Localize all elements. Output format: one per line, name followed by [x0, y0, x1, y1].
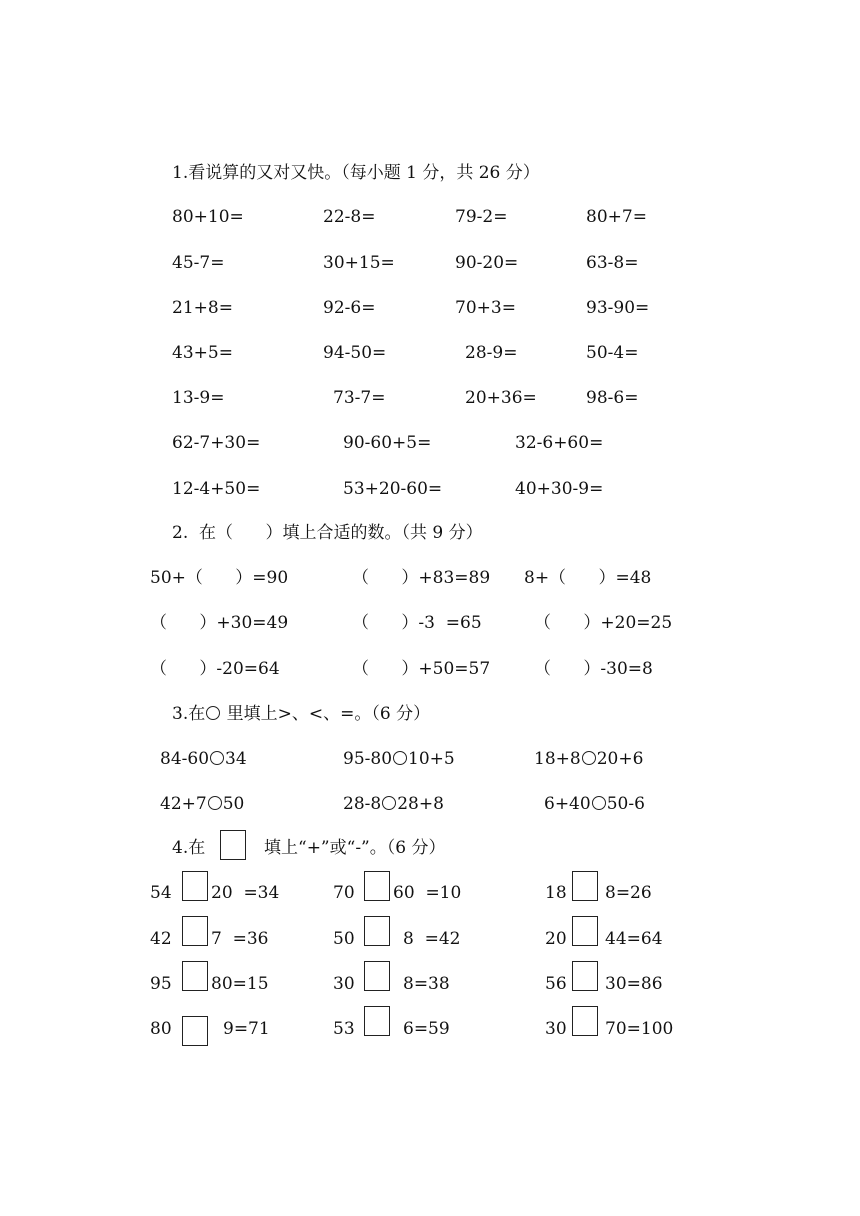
s4-left: 80: [150, 1019, 172, 1039]
s4-right: 9=71: [223, 1019, 270, 1039]
answer-box[interactable]: [182, 871, 208, 901]
s4-right: 8=38: [403, 974, 450, 994]
s4-left: 30: [545, 1019, 567, 1039]
s3-item: [343, 749, 455, 769]
s1-item: 45-7=: [172, 253, 225, 273]
s4-right: 7 =36: [211, 929, 269, 949]
s4-left: 56: [545, 974, 567, 994]
s4-right: 70=100: [605, 1019, 674, 1039]
answer-box[interactable]: [572, 1006, 598, 1036]
s1-item: 43+5=: [172, 343, 233, 363]
section4-heading-post: 填上“+”或“-”。（6 分）: [264, 838, 446, 858]
answer-box[interactable]: [182, 961, 208, 991]
s3-item: [544, 794, 645, 814]
s2-item: （ ）+20=25: [534, 613, 673, 633]
s1-item: 53+20-60=: [343, 479, 443, 499]
s4-right: 60 =10: [393, 883, 462, 903]
s1-item: 92-6=: [323, 298, 376, 318]
s1-item: 70+3=: [455, 298, 516, 318]
circle-blank-icon[interactable]: [210, 751, 224, 765]
circle-blank-icon[interactable]: [208, 796, 222, 810]
s1-item: 80+10=: [172, 207, 244, 227]
s4-right: 20 =34: [211, 883, 280, 903]
circle-blank-icon[interactable]: [592, 796, 606, 810]
s1-item: 73-7=: [333, 388, 386, 408]
s1-item: 79-2=: [455, 207, 508, 227]
s3-item: [343, 794, 444, 814]
s3-right: 28+8: [397, 794, 444, 814]
s3-left: 18+8: [534, 749, 581, 769]
s2-item: （ ）+50=57: [352, 659, 491, 679]
s2-item: （ ）-30=8: [534, 659, 653, 679]
s1-item: 62-7+30=: [172, 433, 261, 453]
square-blank-icon: [220, 830, 246, 860]
s3-item: [534, 749, 643, 769]
s4-left: 42: [150, 929, 172, 949]
answer-box[interactable]: [182, 1016, 208, 1046]
s1-item: 30+15=: [323, 253, 395, 273]
s3-item: [160, 749, 247, 769]
s4-right: 6=59: [403, 1019, 450, 1039]
section1-heading: 1.看说算的又对又快。（每小题 1 分，共 26 分）: [172, 163, 540, 183]
answer-box[interactable]: [364, 871, 390, 901]
s4-left: 20: [545, 929, 567, 949]
s3-left: 95-80: [343, 749, 393, 769]
s3-left: 42+7: [160, 794, 207, 814]
s1-item: 32-6+60=: [515, 433, 604, 453]
circle-blank-icon: [206, 706, 220, 720]
s1-item: 28-9=: [465, 343, 518, 363]
s1-item: 63-8=: [586, 253, 639, 273]
s4-left: 18: [545, 883, 567, 903]
answer-box[interactable]: [572, 961, 598, 991]
section3-heading: [172, 704, 430, 724]
s4-left: 54: [150, 883, 172, 903]
s1-item: 98-6=: [586, 388, 639, 408]
circle-blank-icon[interactable]: [393, 751, 407, 765]
section2-heading: 2. 在（ ）填上合适的数。（共 9 分）: [172, 523, 483, 543]
s2-item: （ ）+83=89: [352, 568, 491, 588]
s1-item: 13-9=: [172, 388, 225, 408]
circle-blank-icon[interactable]: [382, 796, 396, 810]
s1-item: 20+36=: [465, 388, 537, 408]
section3-heading-post: 里填上>、<、=。（6 分）: [221, 704, 431, 724]
s3-right: 50: [222, 794, 245, 814]
s2-item: （ ）+30=49: [150, 613, 289, 633]
s1-item: 50-4=: [586, 343, 639, 363]
s3-right: 20+6: [596, 749, 644, 769]
s1-item: 80+7=: [586, 207, 647, 227]
s1-item: 90-60+5=: [343, 433, 432, 453]
answer-box[interactable]: [364, 916, 390, 946]
answer-box[interactable]: [572, 871, 598, 901]
s4-left: 50: [333, 929, 355, 949]
s1-item: 93-90=: [586, 298, 650, 318]
s4-right: 8=26: [605, 883, 652, 903]
section3-heading-pre: 3.在: [172, 704, 206, 724]
s4-right: 80=15: [211, 974, 269, 994]
s1-item: 22-8=: [323, 207, 376, 227]
s1-item: 40+30-9=: [515, 479, 604, 499]
s2-item: 8+（ ）=48: [524, 568, 652, 588]
s4-left: 30: [333, 974, 355, 994]
s2-item: （ ）-3 =65: [352, 613, 482, 633]
answer-box[interactable]: [572, 916, 598, 946]
s4-right: 30=86: [605, 974, 663, 994]
s4-left: 53: [333, 1019, 355, 1039]
s1-item: 90-20=: [455, 253, 519, 273]
s4-right: 8 =42: [403, 929, 461, 949]
answer-box[interactable]: [364, 1006, 390, 1036]
answer-box[interactable]: [182, 916, 208, 946]
s3-right: 34: [225, 749, 247, 769]
s1-item: 21+8=: [172, 298, 233, 318]
s3-item: [160, 794, 244, 814]
section4-heading-pre: 4.在: [172, 838, 206, 858]
s4-left: 95: [150, 974, 172, 994]
s3-right: 50-6: [606, 794, 645, 814]
s2-item: （ ）-20=64: [150, 659, 280, 679]
s3-left: 84-60: [160, 749, 210, 769]
s3-left: 28-8: [343, 794, 382, 814]
s1-item: 94-50=: [323, 343, 387, 363]
s1-item: 12-4+50=: [172, 479, 261, 499]
s2-item: 50+（ ）=90: [150, 568, 289, 588]
s4-right: 44=64: [605, 929, 663, 949]
s3-right: 10+5: [408, 749, 455, 769]
s4-left: 70: [333, 883, 355, 903]
circle-blank-icon[interactable]: [582, 751, 596, 765]
s3-left: 6+40: [544, 794, 591, 814]
answer-box[interactable]: [364, 961, 390, 991]
